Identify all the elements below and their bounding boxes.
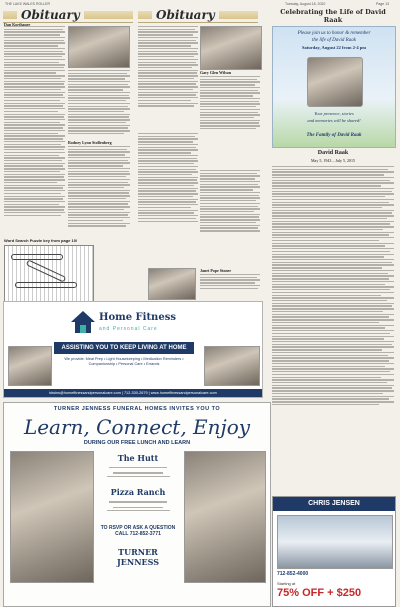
funeral-top: TURNER JENNESS FUNERAL HOMES INVITES YOU TO bbox=[53, 406, 221, 412]
lunch-photo bbox=[10, 451, 94, 583]
memorial-line-2: the life of David Raak bbox=[312, 38, 356, 43]
obit-text-col-3 bbox=[138, 26, 198, 108]
obituary-header-left bbox=[3, 8, 133, 23]
puzzle-grid bbox=[4, 245, 94, 302]
obit-photo-korthauer bbox=[68, 26, 130, 68]
obit-text-col-4 bbox=[200, 76, 260, 131]
house-icon bbox=[69, 308, 97, 336]
home-services: We provide: Meal Prep • Light Housekeeping • Medication Reminders • Companionship • Personal Care • Errands bbox=[64, 357, 184, 366]
raak-portrait bbox=[307, 57, 363, 107]
promo-small: Starting at bbox=[277, 581, 296, 586]
memorial-line-1: Please join us to honor & remember bbox=[297, 31, 371, 36]
obit-text-col-4c bbox=[200, 274, 260, 290]
venue-2: Pizza Ranch bbox=[110, 487, 166, 498]
obit-text-col-1 bbox=[4, 26, 65, 217]
word-search-key bbox=[4, 238, 94, 300]
house-exterior-photo bbox=[277, 515, 393, 569]
obit-photo-stoner bbox=[148, 268, 196, 300]
caregiver-photo bbox=[8, 346, 52, 386]
obit-text-col-4b bbox=[200, 170, 260, 233]
home-ad-footer: tdwins@homefitnessandpersonalcare.com | 712-330-2679 | www.homefitnessandpersonalcare.com bbox=[4, 389, 262, 397]
venue-1: The Hutt bbox=[117, 453, 159, 463]
obit-name-middle-bottom: Janet Pope Stoner bbox=[200, 268, 232, 273]
puzzle-header: Word Search Puzzle key from page 10! bbox=[4, 238, 78, 243]
section-title: Obituary bbox=[152, 8, 219, 22]
issue-date: Tuesday, August 18, 2020 bbox=[285, 2, 326, 6]
section-title: Obituary bbox=[17, 8, 84, 22]
memorial-card bbox=[272, 26, 396, 148]
obit-dates-right: May 5, 1943 – July 5, 2015 bbox=[311, 158, 355, 163]
jensen-phone: 712-852-4000 bbox=[277, 571, 309, 577]
funeral-ad bbox=[3, 402, 271, 607]
page-number: Page 13 bbox=[376, 2, 390, 6]
obit-photo-wilson bbox=[200, 26, 262, 70]
promo-big: 75% OFF + $250 bbox=[277, 587, 362, 599]
senior-photo bbox=[204, 346, 260, 386]
obituary-header-middle bbox=[138, 8, 258, 23]
jensen-ad bbox=[272, 496, 396, 607]
obit-text-col-3b bbox=[138, 133, 198, 223]
funeral-headline-2: DURING OUR FREE LUNCH AND LEARN bbox=[83, 440, 191, 446]
funeral-headline-1: Learn, Connect, Enjoy bbox=[23, 415, 251, 439]
obit-name-right: David Raak bbox=[317, 150, 349, 156]
home-ad-banner: ASSISTING YOU TO KEEP LIVING AT HOME bbox=[54, 342, 194, 354]
home-logo bbox=[69, 306, 174, 340]
brand-line-1: Home Fitness bbox=[99, 312, 176, 323]
brand-line-2: and Personal Care bbox=[99, 326, 158, 332]
funeral-contact: TO RSVP OR ASK A QUESTION CALL 712-852-3771 bbox=[100, 525, 176, 538]
memorial-sign: The Family of David Raak bbox=[306, 133, 362, 138]
venue-block bbox=[96, 453, 180, 581]
funeral-home-photo bbox=[184, 451, 266, 583]
obit-text-raak bbox=[272, 166, 394, 407]
memorial-line-5: and memories will be shared! bbox=[307, 118, 361, 123]
memorial-line-3: Saturday, August 22 from 2-4 pm bbox=[302, 45, 366, 50]
home-fitness-ad bbox=[3, 301, 263, 398]
masthead bbox=[0, 0, 400, 8]
paper-name: THE LAKE WALES ROLLER bbox=[5, 2, 50, 6]
jensen-brand: CHRIS JENSEN bbox=[273, 497, 395, 511]
obit-text-col-2b bbox=[68, 146, 130, 228]
memorial-line-4: Your presence, stories bbox=[314, 111, 354, 116]
obit-name-left-bottom: Rodney Lynn Stollenberg bbox=[68, 140, 112, 145]
funeral-logo: TURNER JENNESS bbox=[117, 547, 159, 568]
celebration-header: Celebrating the Life of David Raak bbox=[280, 8, 386, 24]
obit-name-left-top: Dan Korthauer bbox=[4, 22, 31, 27]
obit-name-middle-top: Gary Glen Wilson bbox=[200, 70, 231, 75]
obit-text-col-2 bbox=[68, 70, 130, 136]
